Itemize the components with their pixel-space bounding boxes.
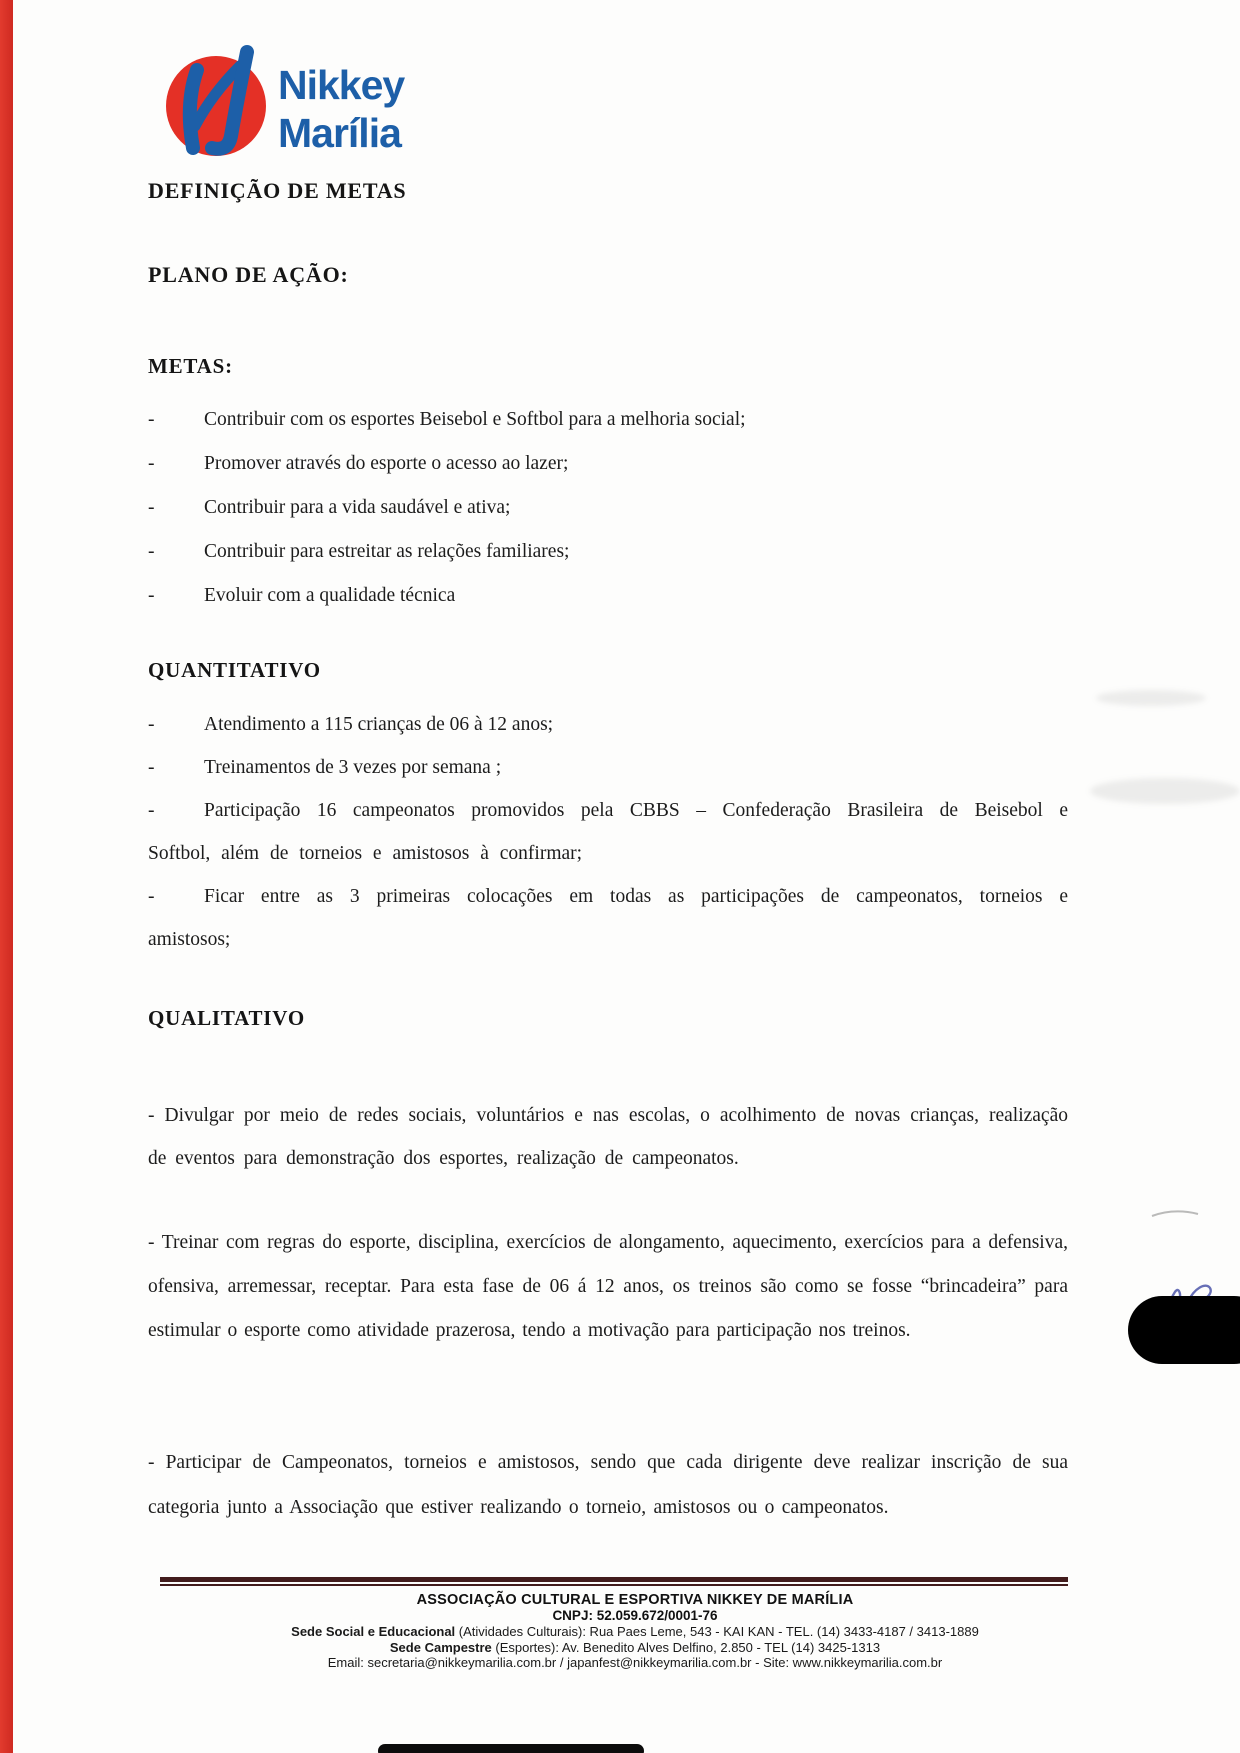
bullet-dash: - — [148, 886, 155, 907]
footer — [220, 1592, 1050, 1671]
redaction-ellipse — [1128, 1296, 1240, 1364]
scan-smudge — [1096, 690, 1206, 706]
metas-heading: METAS: — [148, 354, 233, 378]
list-item-text: Treinamentos de 3 vezes por semana ; — [204, 757, 502, 778]
footer-sede-campestre-text: (Esportes): Av. Benedito Alves Delfino, 2.850 - TEL (14) 3425-1313 — [491, 1639, 881, 1655]
list-item-text: Promover através do esporte o acesso ao lazer; — [204, 453, 569, 474]
footer-sede-social-text: (Atividades Culturais): Rua Paes Leme, 543 - KAI KAN - TEL. (14) 3433-4187 / 3413-1889 — [455, 1624, 979, 1639]
paragraph-text: - Divulgar por meio de redes sociais, voluntários e nas escolas, o acolhimento de novas crianças, realização de eventos para demonstração dos esportes, realização de campeonatos. — [148, 1105, 1068, 1169]
footer-sede-campestre-label: Sede Campestre — [389, 1639, 492, 1655]
list-item-text: Contribuir para a vida saudável e ativa; — [204, 497, 511, 518]
bullet-dash: - — [148, 714, 155, 735]
quantitativo-heading: QUANTITATIVO — [148, 658, 321, 682]
logo-text-line1: Nikkey — [278, 62, 405, 108]
qualitativo-heading: QUALITATIVO — [148, 1006, 305, 1030]
scan-smudge — [1090, 778, 1240, 804]
logo-text-line2: Marília — [278, 110, 401, 156]
footer-sede-campestre — [220, 1640, 1050, 1656]
list-item-text: Participação 16 campeonatos promovidos pela CBBS – Confederação Brasileira de Beisebol e Softbol, além de torneios e amistosos à confirmar; — [148, 800, 1068, 864]
qualitativo-paragraph-3 — [148, 1440, 1068, 1530]
qualitativo-paragraph-1 — [148, 1094, 1068, 1180]
footer-sede-social-label: Sede Social e Educacional — [291, 1624, 456, 1639]
metas-list — [148, 398, 1068, 618]
list-item-text: Ficar entre as 3 primeiras colocações em todas as participações de campeonatos, torneios e amistosos; — [148, 886, 1068, 950]
list-item — [148, 398, 1068, 442]
list-item — [148, 574, 1068, 618]
bullet-dash: - — [148, 453, 155, 474]
paragraph-text: - Treinar com regras do esporte, disciplina, exercícios de alongamento, aquecimento, exercícios para a defensiva, ofensiva, arremessar, receptar. Para esta fase de 06 á 12 anos, os treinos são como se fosse “brincadeira” para estimular o esporte como atividade prazerosa, tendo a motivação para participação nos treinos. — [148, 1232, 1068, 1341]
list-item-text: Contribuir com os esportes Beisebol e Softbol para a melhoria social; — [204, 409, 746, 430]
list-item — [148, 875, 1068, 961]
list-item — [148, 789, 1068, 875]
footer-email-line: Email: secretaria@nikkeymarilia.com.br / japanfest@nikkeymarilia.com.br - Site: www.nikkeymarilia.com.br — [327, 1655, 943, 1670]
list-item — [148, 442, 1068, 486]
footer-org-name: ASSOCIAÇÃO CULTURAL E ESPORTIVA NIKKEY DE MARÍLIA — [416, 1592, 854, 1608]
page-title: DEFINIÇÃO DE METAS — [148, 178, 407, 203]
list-item — [148, 746, 1068, 789]
nikkey-logo-icon — [150, 44, 470, 169]
bullet-dash: - — [148, 541, 155, 562]
list-item-text: Atendimento a 115 crianças de 06 à 12 anos; — [204, 714, 554, 735]
list-item — [148, 530, 1068, 574]
footer-cnpj: CNPJ: 52.059.672/0001-76 — [552, 1608, 718, 1623]
list-item — [148, 703, 1068, 746]
footer-sede-social — [220, 1624, 1050, 1640]
list-item-text: Evoluir com a qualidade técnica — [204, 585, 456, 606]
list-item — [148, 486, 1068, 530]
list-item-text: Contribuir para estreitar as relações familiares; — [204, 541, 570, 562]
bullet-dash: - — [148, 497, 155, 518]
paragraph-text: - Participar de Campeonatos, torneios e amistosos, sendo que cada dirigente deve realizar inscrição de sua categoria junto a Associação que estiver realizando o torneio, amistosos ou o campeonatos. — [148, 1452, 1068, 1518]
footer-rule — [160, 1577, 1068, 1586]
bullet-dash: - — [148, 409, 155, 430]
scan-left-edge-artifact — [0, 0, 13, 1753]
nikkey-marilia-logo — [150, 44, 470, 169]
bullet-dash: - — [148, 800, 155, 821]
plan-heading: PLANO DE AÇÃO: — [148, 262, 349, 287]
pencil-mark — [1146, 1204, 1206, 1224]
quantitativo-list — [148, 703, 1068, 961]
bullet-dash: - — [148, 757, 155, 778]
scan-bottom-bar-artifact — [378, 1744, 644, 1753]
qualitativo-paragraph-2 — [148, 1221, 1068, 1353]
bullet-dash: - — [148, 585, 155, 606]
